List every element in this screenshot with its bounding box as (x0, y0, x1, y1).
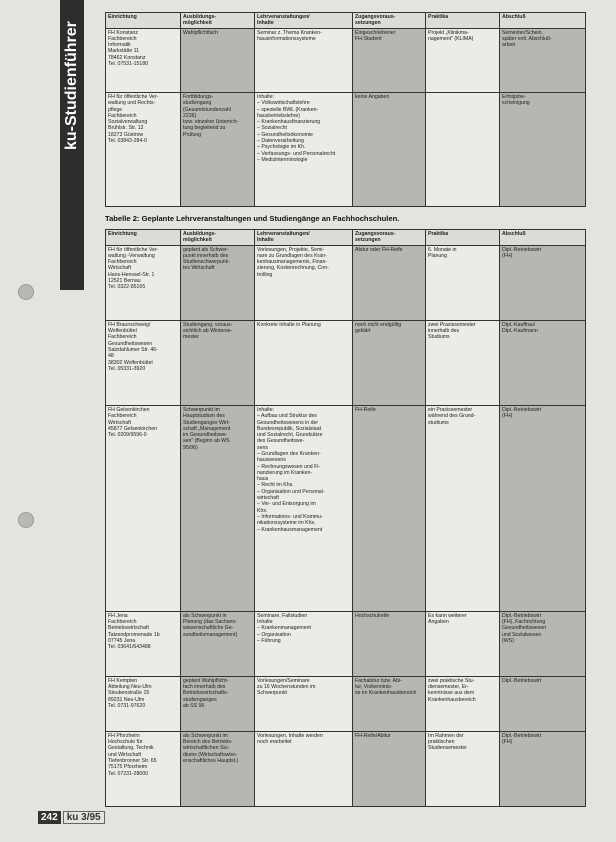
column-header: Einrichtung (106, 230, 181, 246)
table-cell: Konkrete Inhalte in Planung (255, 320, 353, 405)
table-cell: Abitur oder FH-Reife (353, 245, 426, 320)
table-cell: Projekt „Klinikma- nagement" (KLIMA) (426, 28, 500, 92)
table-row (106, 676, 586, 731)
table-cell: Dipl.-Betriebswirt (FH) (500, 405, 586, 611)
table-cell: Fortbildungs- studiengang (Gesamtstundenzahl 2236) bzw. einzelne Unterrich- tung begleitend zu Prüfung (181, 92, 255, 206)
column-header: Ausbildungs- möglichkeit (181, 13, 255, 29)
courses-table-1 (105, 12, 586, 207)
table-row (106, 92, 586, 206)
table-cell: Schwerpunkt im Hauptstudium des Studienganges Wirt- schaft „Management im Gesundheitswe- sen" (Beginn ab WS 95/96) (181, 405, 255, 611)
table-cell: Dipl.-Betriebswirt (FH), Fachrichtung Gesundheitswesen und Sozialwesen (WS) (500, 611, 586, 676)
table-cell: Seminare, Fallstudien Inhalte – Krankenmanagement – Organisation – Führung (255, 611, 353, 676)
table-cell: FH Braunschweig/ Wolfenbüttel Fachbereich Gesundheitswesen Salzdahlumer Str. 46- 48 38302 Wolfenbüttel Tel. 05331-3920 (106, 320, 181, 405)
table-cell: Studiengang, voraus- sichtlich ab Winterse- mester (181, 320, 255, 405)
table-row (106, 245, 586, 320)
table-cell: Im Rahmen der praktischen Studiensemester (426, 731, 500, 806)
column-header: Praktika (426, 13, 500, 29)
table-cell: geplant als Schwer- punkt innerhalb des Studienschwerpunk- tes Wirtschaft (181, 245, 255, 320)
table-cell: Eingeschriebener FH-Student (353, 28, 426, 92)
table-cell: Semester/Schein, später evtl. Abschluß- arbeit (500, 28, 586, 92)
table-cell: zwei Praxissemester innerhalb des Studiums (426, 320, 500, 405)
table-cell: 6. Monate in Planung (426, 245, 500, 320)
table-header-row (106, 230, 586, 246)
table-cell: Dipl.-Betriebswirt (500, 676, 586, 731)
table-cell: FH Gelsenkirchen Fachbereich Wirtschaft 45877 Gelsenkirchen Tel. 0209/9596-0 (106, 405, 181, 611)
column-header: Abschluß (500, 230, 586, 246)
table-cell: Dipl.-Betriebswirt (FH) (500, 731, 586, 806)
table-cell: Vorlesungen, Inhalte werden noch erarbeitet (255, 731, 353, 806)
column-header: Lehrveranstaltungen/ Inhalte (255, 13, 353, 29)
table-cell: zwei praktische Stu- diensemester, Er- kenntnisse aus dem Krankenhausbereich (426, 676, 500, 731)
table-cell: geplant Wahlpflicht- fach innerhalb des Betriebswirtschafts- studienganges ab SS 96 (181, 676, 255, 731)
table-row (106, 405, 586, 611)
table-cell: Es kann weiterer Angaben (426, 611, 500, 676)
sidebar-title: ku-Studienführer (63, 21, 80, 150)
binder-hole-icon (18, 284, 34, 300)
table-cell: keine Angaben (353, 92, 426, 206)
table-cell: Erfolgsbe- scheinigung (500, 92, 586, 206)
table-cell: Dipl.-Kauffrau/ Dipl.-Kaufmann (500, 320, 586, 405)
column-header: Einrichtung (106, 13, 181, 29)
column-header: Ausbildungs- möglichkeit (181, 230, 255, 246)
column-header: Abschluß (500, 13, 586, 29)
table-cell (426, 92, 500, 206)
table-cell: FH Kempten Abteilung Neu-Ulm Steubenstraße 15 89231 Neu-Ulm Tel. 0731-97620 (106, 676, 181, 731)
table-cell: FH für öffentliche Ver- waltung und Rechts- pflege Fachbereich Sozialverwaltung Brühlstr. Str. 12 18273 Güstrow Tel. 03843-284-0 (106, 92, 181, 206)
table-cell: Hochschulreife (353, 611, 426, 676)
table-cell: FH Konstanz Fachbereich Informatik Markstätte 11 78462 Konstanz Tel. 07531-15180 (106, 28, 181, 92)
table-caption: Tabelle 2: Geplante Lehrveranstaltungen und Studiengänge an Fachhochschulen. (105, 214, 400, 223)
table-cell: Inhalte: – Aufbau und Struktur des Gesundheitswesens in der Bundesrepublik, Sozialstaat und Sozialrecht, Grundsätze des Gesundheitswe- sens – Grundlagen des Kranken- hauswesens – Rechnungswesen und Fi- nanzierung im Kranken- haus – Recht im Khs. – Organisation und Personal- wirtschaft – Ver- und Entsorgung im Khs. – Informations- und Kommu- nikationssysteme im Khs. – Krankenhausmanagement (255, 405, 353, 611)
page-number: 242 (38, 811, 61, 824)
table-cell: Dipl.-Betriebswirt (FH) (500, 245, 586, 320)
section-sidebar (60, 0, 84, 290)
table-cell: noch nicht endgültig geklärt (353, 320, 426, 405)
table-cell: Vorlesungen/Seminare zu 16 Wochenstunden im Schwerpunkt (255, 676, 353, 731)
table-row (106, 28, 586, 92)
issue-label: ku 3/95 (63, 811, 105, 824)
table-cell: Seminar z. Thema Kranken- hausinformationssysteme (255, 28, 353, 92)
table-cell: FH für öffentliche Ver- waltung -Verwaltung Fachbereich Wirtschaft Hans-Henssel-Str. 1 12521 Bernau Tel. 0322-85165 (106, 245, 181, 320)
courses-table-2 (105, 229, 586, 807)
table-row (106, 320, 586, 405)
table-cell: Vorlesungen, Projekte, Semi- nare zu Grundlagen des Kran- kenhausmanagements, Finan- zierung, Kostenrechnung, Con- trolling (255, 245, 353, 320)
table-cell: FH-Reife/Abitur (353, 731, 426, 806)
table-cell: als Schwerpunkt in Planung (das Sachsen- wissenschaftliche Ge- sundheitsmanagement) (181, 611, 255, 676)
column-header: Lehrveranstaltungen/ Inhalte (255, 230, 353, 246)
table-cell: ein Praxissemester während des Grund- studiums (426, 405, 500, 611)
table-header-row (106, 13, 586, 29)
binder-hole-icon (18, 512, 34, 528)
table-row (106, 731, 586, 806)
table-cell: Wahlpflichtfach (181, 28, 255, 92)
table-cell: Fachabitur bzw. Abi- tur, Vorkenntnis- se im Krankenhausbereich (353, 676, 426, 731)
table-cell: Inhalte: – Volkswirtschaftslehre – spezielle BWL (Kranken- hausbetriebslehre) – Krankenhausfinanzierung – Sozialrecht – Gesundheitsökonomie – Datenverarbeitung – Psychologie im Kh. – Verfassungs- und Personalrecht – Medizinterminologie (255, 92, 353, 206)
table-cell: FH-Reife (353, 405, 426, 611)
table-cell: FH Jena Fachbereich Betriebswirtschaft Tatzendpromenade 1b 07745 Jena Tel. 03641/643488 (106, 611, 181, 676)
page-footer (38, 812, 105, 823)
table-row (106, 611, 586, 676)
column-header: Zugangsvoraus- setzungen (353, 230, 426, 246)
column-header: Praktika (426, 230, 500, 246)
column-header: Zugangsvoraus- setzungen (353, 13, 426, 29)
table-cell: FH Pforzheim Hochschule für Gestaltung, Technik und Wirtschaft Tiefenbronner Str. 65 75175 Pforzheim Tel. 07231-28000 (106, 731, 181, 806)
table-cell: als Schwerpunkt im Bereich des Betriebs- wirtschaftlichen Stu- diums (Wirtschaftswiss- enschaftliches Hauptst.) (181, 731, 255, 806)
